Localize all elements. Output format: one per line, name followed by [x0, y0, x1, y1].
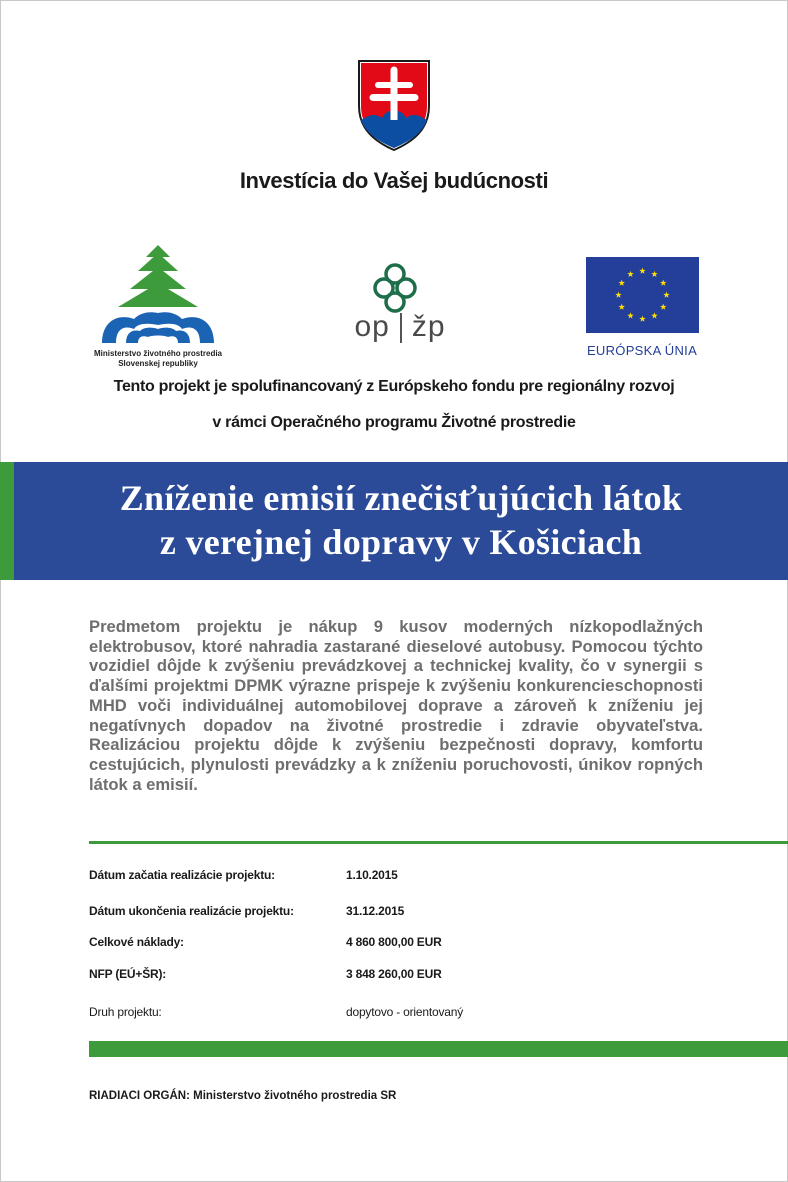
eu-caption: EURÓPSKA ÚNIA: [586, 343, 698, 358]
tagline: Investícia do Vašej budúcnosti: [239, 168, 549, 193]
detail-label: NFP (EÚ+ŠR):: [89, 967, 167, 981]
divider-thin: [89, 841, 788, 844]
detail-label: Druh projektu:: [89, 1005, 162, 1019]
divider-thick: [89, 1041, 788, 1057]
ministry-caption-line1: Ministerstvo životného prostredia: [93, 349, 223, 358]
detail-value: 1.10.2015: [346, 868, 398, 882]
opzp-clover-icon: [372, 262, 418, 314]
opzp-right-text: žp: [411, 310, 446, 343]
ministry-caption: [88, 349, 228, 369]
project-title-banner: [0, 462, 788, 580]
project-description: Predmetom projektu je nákup 9 kusov moderných nízkopodlažných elektrobusov, ktoré nahradia zastarané dieselové autobusy. Pomocou týchto vozidiel dôjde k zvýšeniu prevádzkovej a technickej kvality, čo v synergii s ďalšími projektmi DPMK výrazne prispeje k zvýšeniu konkurencieschopnosti MHD voči individuálnej automobilovej doprave a zároveň k zníženiu jej negatívnych dopadov na životné prostredie i zdravie obyvateľstva. Realizáciou projektu dôjde k zvýšeniu bezpečnosti dopravy, komfortu cestujúcich, plynulosti prevádzky a k zníženiu poruchovosti, únikov ropných látok a emisií.: [89, 617, 703, 794]
opzp-left-text: op: [354, 310, 390, 343]
detail-label: Dátum začatia realizácie projektu:: [89, 868, 275, 882]
detail-value: dopytovo - orientovaný: [346, 1005, 464, 1019]
opzp-wordmark: [330, 310, 470, 344]
cofinancing-line1: Tento projekt je spolufinancovaný z Európskeho fondu pre regionálny rozvoj: [113, 378, 675, 395]
detail-label: Dátum ukončenia realizácie projektu:: [89, 904, 294, 918]
project-title-line2: z verejnej dopravy v Košiciach: [159, 522, 643, 562]
project-title: [14, 476, 788, 564]
project-title-line1: Zníženie emisií znečisťujúcich látok: [119, 478, 683, 518]
banner-green-stripe: [0, 462, 14, 580]
detail-value: 31.12.2015: [346, 904, 405, 918]
managing-authority: RIADIACI ORGÁN: Ministerstvo životného prostredia SR: [89, 1090, 397, 1102]
eu-flag-icon: [586, 257, 699, 333]
opzp-separator: [400, 313, 402, 343]
detail-value: 3 848 260,00 EUR: [346, 967, 442, 981]
detail-value: 4 860 800,00 EUR: [346, 935, 442, 949]
detail-label: Celkové náklady:: [89, 935, 184, 949]
ministry-caption-line2: Slovenskej republiky: [118, 359, 198, 368]
cofinancing-line2: v rámci Operačného programu Životné prostredie: [212, 414, 576, 431]
slovak-coat-of-arms-icon: [356, 58, 432, 152]
